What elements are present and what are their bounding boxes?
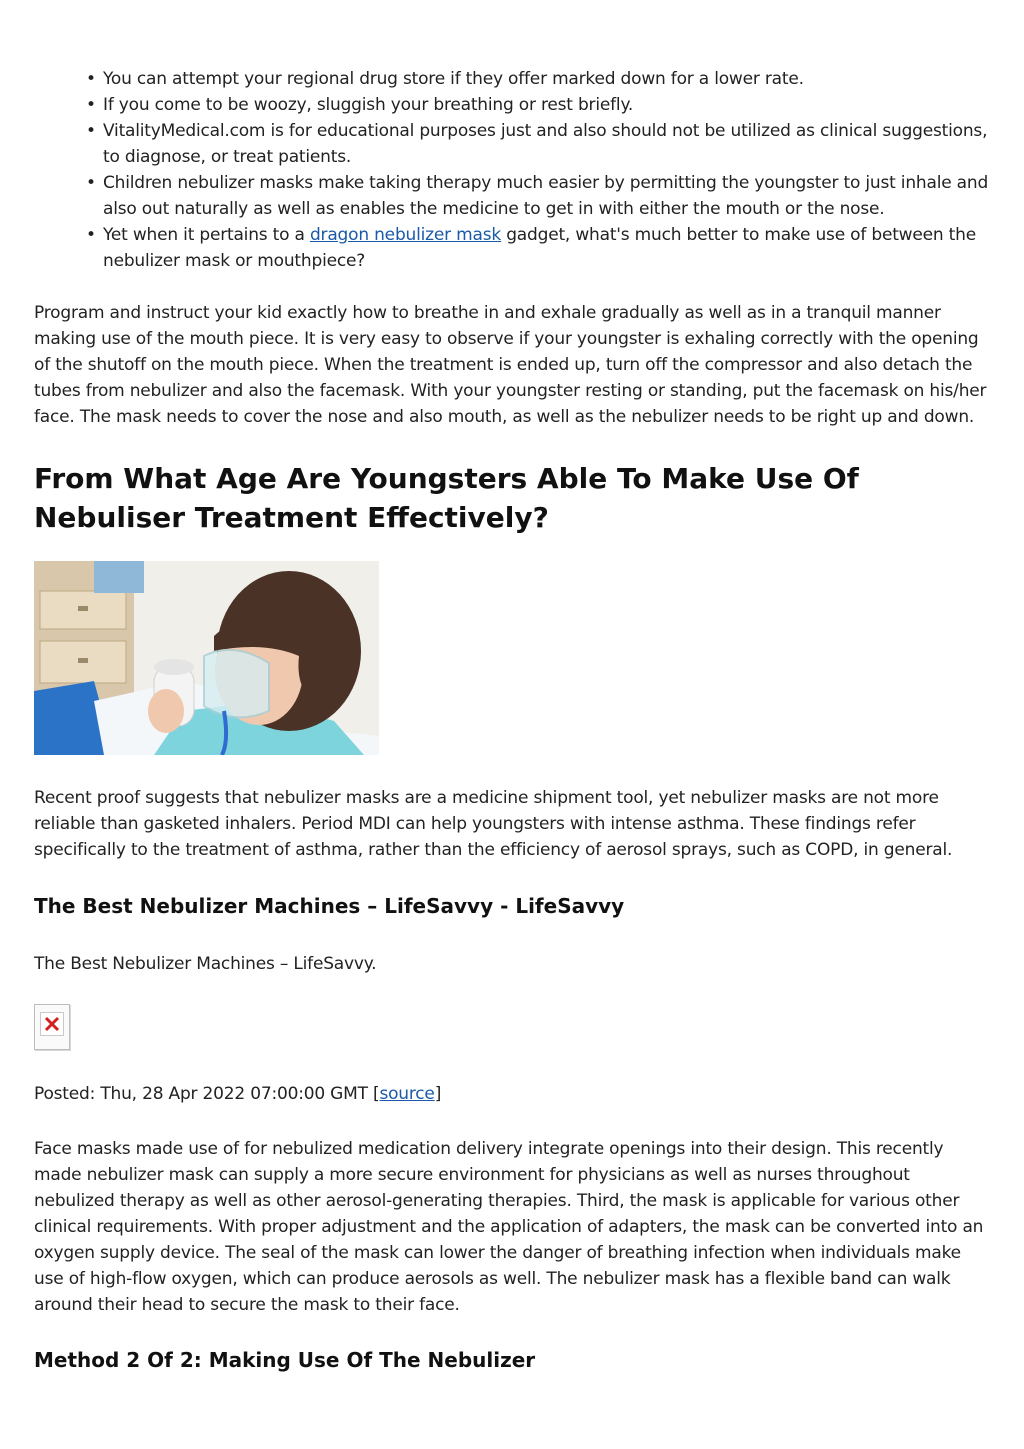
list-item <box>86 170 991 222</box>
posted-suffix: ] <box>434 1084 442 1104</box>
broken-image-icon <box>40 1012 64 1036</box>
woman-using-nebulizer-image <box>34 561 379 755</box>
section-heading-age: From What Age Are Youngsters Able To Make Use Of Nebuliser Treatment Effectively? <box>34 462 859 534</box>
bullet-text: Children nebulizer masks make taking therapy much easier by permitting the youngster to just inhale and also out naturally as well as enables the medicine to get in with either the mouth or the nose. <box>103 173 989 219</box>
paragraph-face-masks: Face masks made use of for nebulized medication delivery integrate openings into their design. This recently made nebulizer mask can supply a more secure environment for physicians as well as nurses throughout nebulized therapy as well as other aerosol-generating therapies. Third, the mask is applicable for various other clinical requirements. With proper adjustment and the application of adapters, the mask can be converted into an oxygen supply device. The seal of the mask can lower the danger of breathing infection when individuals make use of high-flow oxygen, which can produce aerosols as well. The nebulizer mask has a flexible band can walk around their head to secure the mask to their face. <box>34 1139 984 1315</box>
bullet-text: VitalityMedical.com is for educational purposes just and also should not be utilized as clinical suggestions, to diagnose, or treat patients. <box>103 121 988 167</box>
broken-image-placeholder <box>34 1004 70 1050</box>
list-item <box>86 92 991 118</box>
list-item <box>86 118 991 170</box>
list-item <box>86 66 991 92</box>
section-heading-method-2: Method 2 Of 2: Making Use Of The Nebulizer <box>34 1348 536 1372</box>
bullet-text: If you come to be woozy, sluggish your breathing or rest briefly. <box>103 95 634 115</box>
list-item <box>86 222 991 274</box>
dragon-nebulizer-mask-link[interactable]: dragon nebulizer mask <box>309 225 502 245</box>
paragraph-recent-proof: Recent proof suggests that nebulizer masks are a medicine shipment tool, yet nebulizer masks are not more reliable than gasketed inhalers. Period MDI can help youngsters with intense asthma. These findings refer specifically to the treatment of asthma, rather than the efficiency of aerosol sprays, such as COPD, in general. <box>34 788 953 860</box>
bullet-list <box>86 66 991 274</box>
bullet-text: gadget, what's much better to make use of between the nebulizer mask or mouthpiece? <box>103 225 976 271</box>
bullet-text: Yet when it pertains to a <box>103 225 310 245</box>
paragraph-best-machines: The Best Nebulizer Machines – LifeSavvy. <box>34 954 377 974</box>
source-link[interactable]: source <box>379 1084 435 1104</box>
bullet-text: You can attempt your regional drug store if they offer marked down for a lower rate. <box>103 69 804 89</box>
paragraph-breathing-instructions: Program and instruct your kid exactly how to breathe in and exhale gradually as well as in a tranquil manner making use of the mouth piece. It is very easy to observe if your youngster is exhaling correctly with the opening of the shutoff on the mouth piece. When the treatment is ended up, turn off the compressor and also detach the tubes from nebulizer and also the facemask. With your youngster resting or standing, put the facemask on his/her face. The mask needs to cover the nose and also mouth, as well as the nebulizer needs to be right up and down. <box>34 303 987 427</box>
section-heading-best-machines: The Best Nebulizer Machines – LifeSavvy - LifeSavvy <box>34 894 625 918</box>
posted-prefix: Posted: Thu, 28 Apr 2022 07:00:00 GMT [ <box>34 1084 380 1104</box>
posted-line <box>34 1081 994 1107</box>
